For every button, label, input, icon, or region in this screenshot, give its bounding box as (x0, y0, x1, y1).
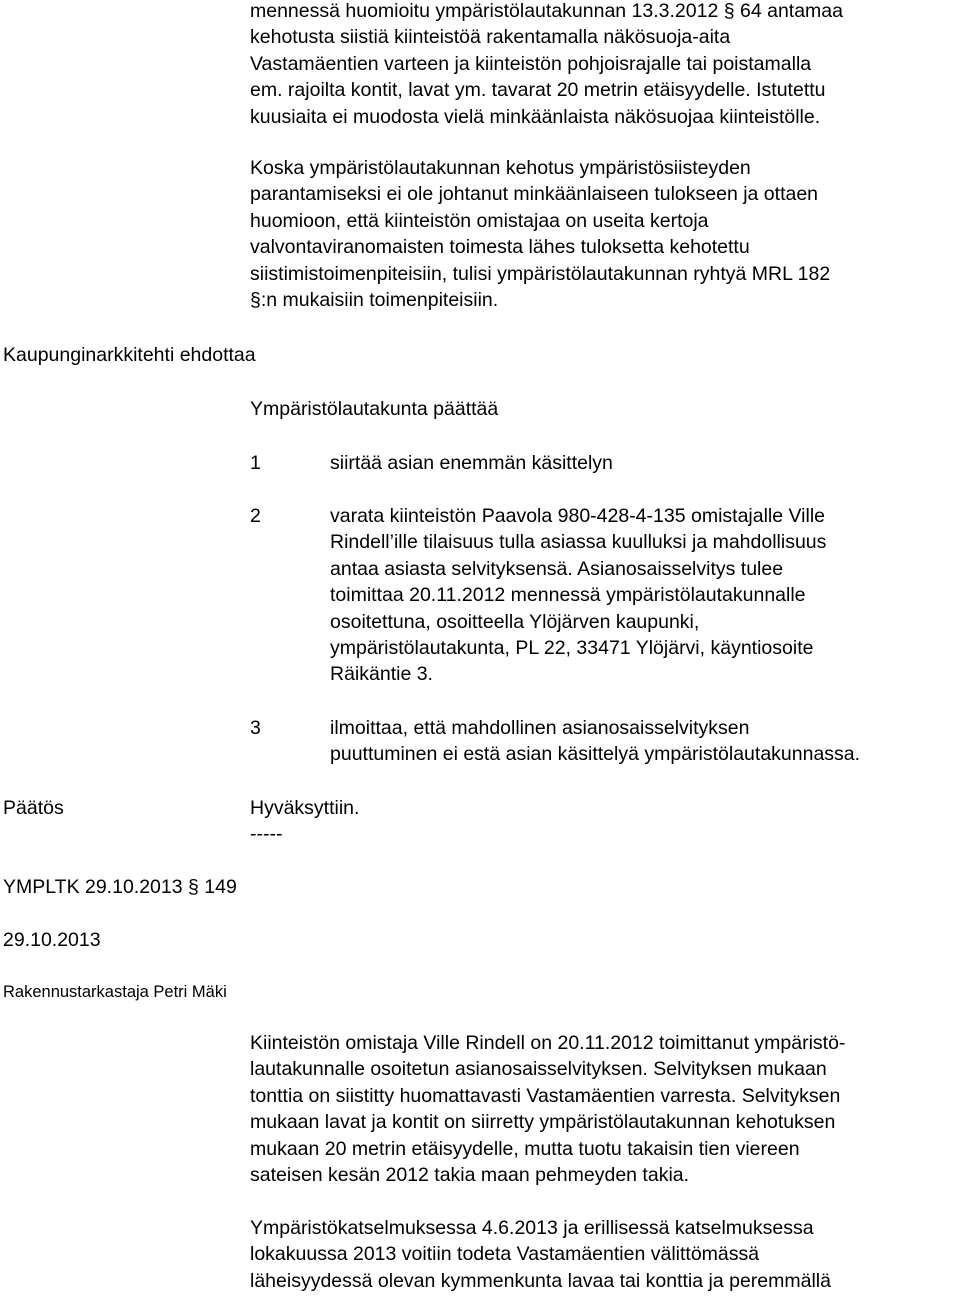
text-line: tonttia on siistitty huomattavasti Vastamäentien varresta. Selvityksen (250, 1084, 841, 1107)
item-text (330, 450, 613, 476)
inspection-paragraph (250, 1215, 831, 1294)
text-line: läheisyydessä olevan kymmenkunta lavaa tai konttia ja peremmällä (250, 1269, 831, 1292)
item-number: 2 (250, 505, 261, 527)
text-line: lautakunnalle osoitetun asianosaisselvityksen. Selvityksen mukaan (250, 1058, 827, 1081)
text-line: Räikäntie 3. (330, 663, 433, 686)
text-line: sateisen kesän 2012 takia maan pehmeyden takia. (250, 1164, 690, 1187)
proposal-label: Kaupunginarkkitehti ehdottaa (3, 344, 256, 366)
text-line: kehotusta siistiä kiinteistöä rakentamalla näkösuoja-aita (250, 26, 731, 49)
text-line: Rindell’ille tilaisuus tulla asiassa kuulluksi ja mahdollisuus (330, 531, 827, 554)
text-line: osoitettuna, osoitteella Ylöjärven kaupunki, (330, 610, 700, 633)
decision-label: Päätös (3, 797, 64, 819)
text-line: Kiinteistön omistaja Ville Rindell on 20.11.2012 toimittanut ympäristö- (250, 1032, 846, 1054)
text-line: huomioon, että kiinteistön omistajaa on useita kertoja (250, 209, 709, 232)
text-line: kuusiaita ei muodosta vielä minkäänlaista näkösuojaa kiinteistölle. (250, 105, 821, 128)
proposal-paragraph (250, 155, 830, 313)
item-text (330, 715, 860, 768)
item-number: 3 (250, 717, 261, 739)
meeting-reference: YMPLTK 29.10.2013 § 149 (3, 876, 237, 898)
text-line: Ympäristökatselmuksessa 4.6.2013 ja erillisessä katselmuksessa (250, 1217, 814, 1239)
decision-value: Hyväksyttiin. (250, 797, 360, 819)
text-line: varata kiinteistön Paavola 980-428-4-135 omistajalle Ville (330, 505, 826, 527)
text-line: §:n mukaisiin toimenpiteisiin. (250, 289, 499, 312)
text-line: Vastamäentien varteen ja kiinteistön pohjoisrajalle tai poistamalla (250, 52, 812, 75)
text-line: parantamiseksi ei ole johtanut minkäänlaiseen tulokseen ja ottaen (250, 183, 819, 206)
item-number: 1 (250, 452, 261, 474)
text-line: antaa asiasta selvityksensä. Asianosaisselvitys tulee (330, 557, 784, 580)
text-line: puuttuminen ei estä asian käsittelyä ympäristölautakunnassa. (330, 743, 861, 766)
official-name: Rakennustarkastaja Petri Mäki (3, 983, 227, 1001)
text-line: toimittaa 20.11.2012 mennessä ympäristölautakunnalle (330, 584, 806, 607)
separator: ----- (250, 823, 283, 845)
text-line: Koska ympäristölautakunnan kehotus ympäristösiisteyden (250, 157, 751, 179)
text-line: mukaan lavat ja kontit on siirretty ympäristölautakunnan kehotuksen (250, 1111, 836, 1134)
text-line: ilmoittaa, että mahdollinen asianosaisselvityksen (330, 717, 750, 739)
top-paragraph (250, 0, 843, 130)
text-line: valvontaviranomaisten toimesta lähes tuloksetta kehotettu (250, 236, 750, 259)
meeting-date: 29.10.2013 (3, 929, 101, 951)
text-line: mukaan 20 metrin etäisyydelle, mutta tuotu takaisin tien viereen (250, 1137, 800, 1160)
decides-heading: Ympäristölautakunta päättää (250, 398, 499, 420)
text-line: mennessä huomioitu ympäristölautakunnan 13.3.2012 § 64 antamaa (250, 0, 843, 22)
text-line: em. rajoilta kontit, lavat ym. tavarat 20 metrin etäisyydelle. Istutettu (250, 79, 826, 102)
text-line: siirtää asian enemmän käsittelyn (330, 452, 613, 474)
text-line: lokakuussa 2013 voitiin todeta Vastamäentien välittömässä (250, 1243, 760, 1266)
statement-paragraph (250, 1030, 845, 1188)
text-line: ympäristölautakunta, PL 22, 33471 Ylöjärvi, käyntiosoite (330, 637, 814, 660)
text-line: siistimistoimenpiteisiin, tulisi ympäristölautakunnan ryhtyä MRL 182 (250, 262, 831, 285)
item-text (330, 503, 826, 688)
